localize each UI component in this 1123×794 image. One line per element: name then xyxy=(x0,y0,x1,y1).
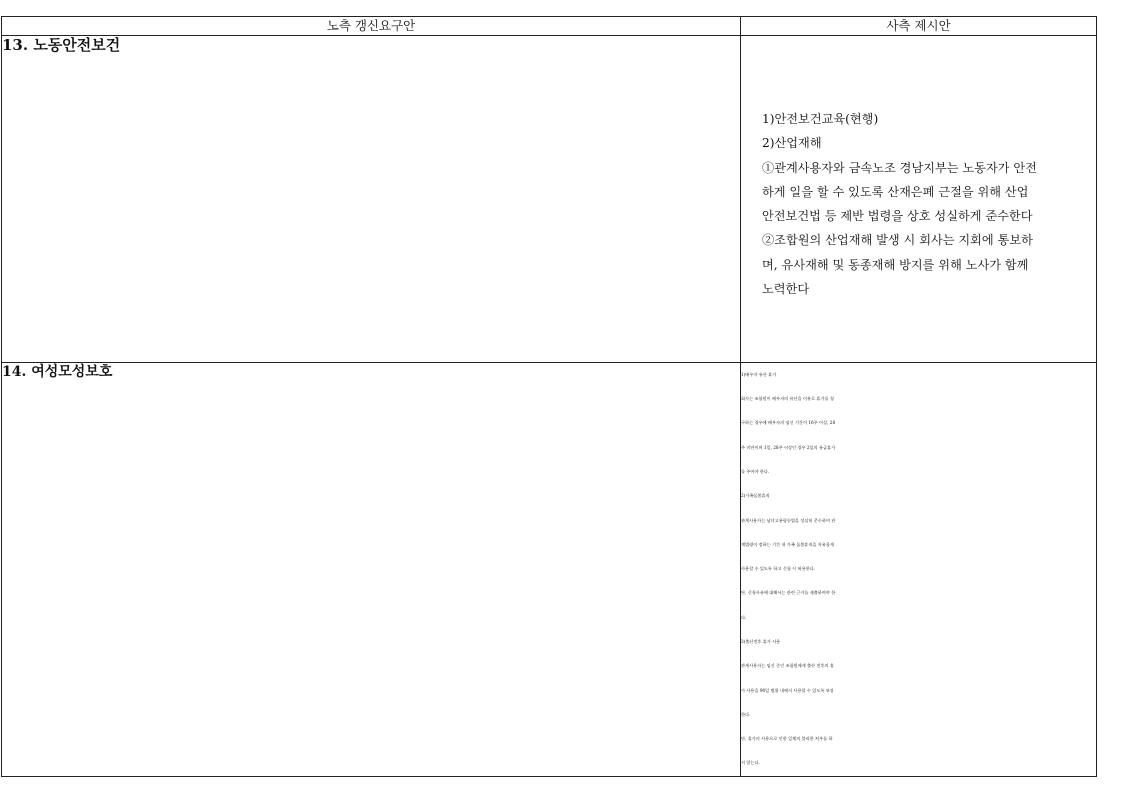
header-company-proposal: 사측 제시안 xyxy=(741,17,1097,36)
company-section-14 xyxy=(741,362,1097,776)
text-line xyxy=(2,405,740,428)
text-line xyxy=(2,499,740,522)
text-line: 한다. xyxy=(741,711,751,717)
text-line xyxy=(2,639,740,662)
text-line xyxy=(2,149,740,173)
text-line: 노력한다 xyxy=(762,282,810,297)
text-line xyxy=(2,173,740,197)
text-line xyxy=(2,686,740,709)
text-line: 관계사용자는 임신 중인 조합원에게 출산 전후의 휴 xyxy=(741,663,834,669)
text-line xyxy=(2,569,740,592)
text-line xyxy=(2,267,740,291)
table-header-row xyxy=(2,17,1097,36)
section-title: 14. 여성모성보호 xyxy=(2,363,113,380)
header-union-proposal: 노측 갱신요구안 xyxy=(2,17,741,36)
union-section-13 xyxy=(2,36,741,363)
text-line xyxy=(2,338,740,362)
text-line: 2)가족돌봄휴직 xyxy=(741,493,770,499)
text-line xyxy=(2,382,740,405)
text-line: 안전보건법 등 제반 법령을 상호 성실하게 준수한다 xyxy=(762,209,1033,224)
text-line xyxy=(2,220,740,244)
text-line xyxy=(2,709,740,732)
section-title: 13. 노동안전보건 xyxy=(2,36,121,54)
table-row xyxy=(2,362,1097,776)
text-line: 하게 일을 할 수 있도록 산재은폐 근절을 위해 산업 xyxy=(762,184,1029,199)
text-line xyxy=(2,197,740,221)
text-line xyxy=(2,79,740,103)
text-line: 지 않는다. xyxy=(741,760,760,766)
text-line xyxy=(2,315,740,339)
text-line: 계법령이 정하는 기간 내 가족 돌봄휴직을 자유롭게 xyxy=(741,541,834,547)
text-line xyxy=(2,522,740,545)
text-line: 2)산업재해 xyxy=(762,136,822,151)
text-line: 가 사용을 90일 범위 내에서 사용할 수 있도록 보장 xyxy=(741,687,834,693)
proposal-comparison-table xyxy=(1,16,1097,777)
text-line xyxy=(2,291,740,315)
text-line xyxy=(2,102,740,126)
text-line xyxy=(2,452,740,475)
text-line: 사용할 수 있도록 하고 신청 시 허용한다. xyxy=(741,566,816,572)
union-section-14 xyxy=(2,362,741,776)
text-line: 주 미만이며 1일, 28주 이상인 경우 2일의 유급휴가 xyxy=(741,444,836,450)
text-line: 1)배우자 유산 휴가 xyxy=(741,371,777,377)
text-line: 관계사용자는 남녀고용평등법을 성실히 준수하며 관 xyxy=(741,517,836,523)
text-line: ②조합원의 산업재해 발생 시 회사는 지회에 통보하 xyxy=(762,233,1033,248)
text-line: 1)안전보건교육(현행) xyxy=(762,112,879,126)
text-line: 회사는 조합원이 배우자의 유산을 이유로 휴가를 청 xyxy=(741,396,834,402)
text-line: 다. xyxy=(741,614,747,620)
text-line: 며, 유사재해 및 동종재해 방지를 위해 노사가 함께 xyxy=(762,257,1029,272)
text-line: 3)출산전후 휴가 사용 xyxy=(741,638,781,644)
text-line xyxy=(2,126,740,150)
text-line: 구하는 경우에 배우자의 임신 기간이 16주 이상, 28 xyxy=(741,420,836,426)
text-line xyxy=(2,663,740,686)
table-row xyxy=(2,36,1097,363)
company-section-13 xyxy=(741,36,1097,363)
text-line xyxy=(2,546,740,569)
text-line: 를 주어야 한다. xyxy=(741,468,770,474)
text-line: 단, 휴가의 사용으로 인한 일체의 불리한 처우를 하 xyxy=(741,736,833,742)
text-line: 단, 신청사유에 대해서는 관련 근거를 제출하여야 한 xyxy=(741,590,836,596)
text-line xyxy=(2,244,740,268)
text-line xyxy=(2,429,740,452)
text-line xyxy=(2,475,740,498)
text-line xyxy=(2,592,740,615)
text-line: ①관계사용자와 금속노조 경남지부는 노동자가 안전 xyxy=(762,160,1037,175)
text-line xyxy=(2,55,740,79)
text-line xyxy=(2,616,740,639)
